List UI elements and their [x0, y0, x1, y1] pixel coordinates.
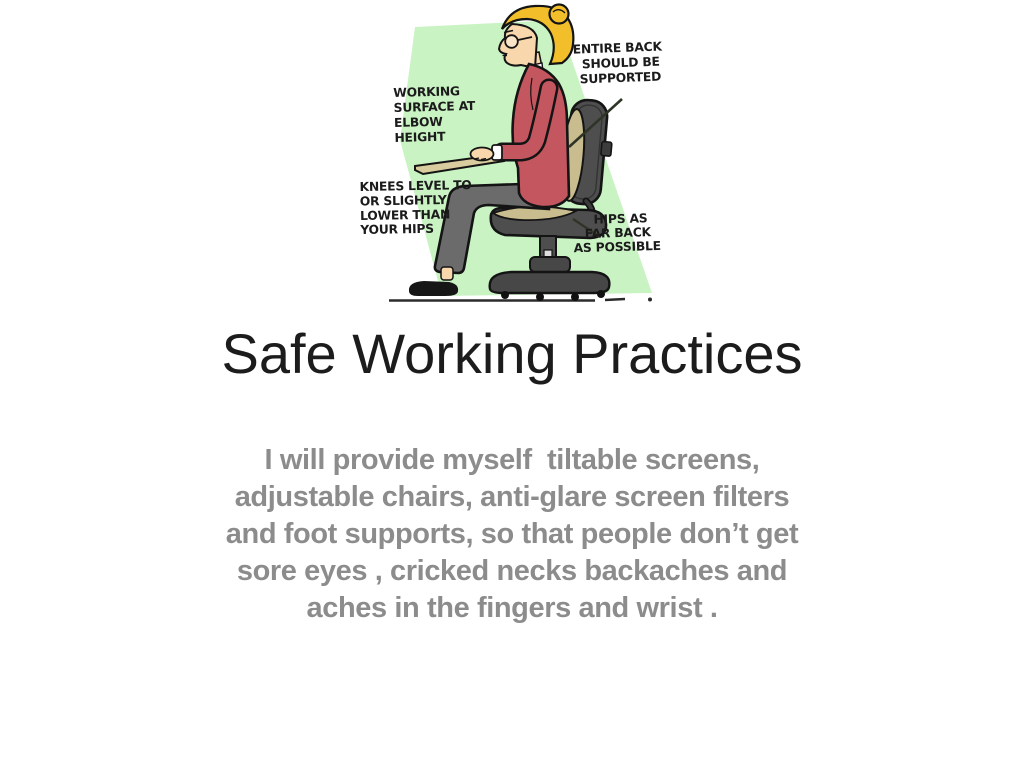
body-line: sore eyes , cricked necks backaches and [236, 555, 788, 587]
caster-wheel [597, 290, 605, 298]
body-line: and foot supports, so that people don’t get [225, 518, 799, 550]
woman-shoe [409, 281, 458, 296]
base-hub [530, 257, 570, 272]
label-hips-back: HIPS AS FAR BACK AS POSSIBLE [573, 211, 662, 256]
body-line: aches in the fingers and wrist . [306, 592, 718, 624]
label-knees-level: KNEES LEVEL TO OR SLIGHTLY LOWER THAN YOUR HIPS [359, 178, 472, 237]
ergonomics-illustration [352, 0, 672, 315]
woman-ankle [441, 267, 453, 280]
body-line: adjustable chairs, anti-glare screen filters [234, 481, 790, 513]
label-entire-back: ENTIRE BACK SHOULD BE SUPPORTED [572, 39, 663, 87]
slide-title: Safe Working Practices [221, 322, 803, 385]
body-line: I will provide myself tiltable screens, [264, 444, 760, 476]
slide-body [0, 442, 1024, 627]
ergonomics-cartoon [352, 0, 672, 315]
glasses-icon [505, 35, 518, 48]
hair-bun [550, 5, 569, 24]
ground-line [389, 298, 652, 302]
chair-knob [601, 141, 612, 156]
chair-base [490, 272, 610, 293]
caster-wheel [571, 293, 579, 301]
caster-wheel [501, 291, 509, 299]
label-working-surface: WORKING SURFACE AT ELBOW HEIGHT [393, 84, 476, 145]
caster-wheel [536, 293, 544, 301]
